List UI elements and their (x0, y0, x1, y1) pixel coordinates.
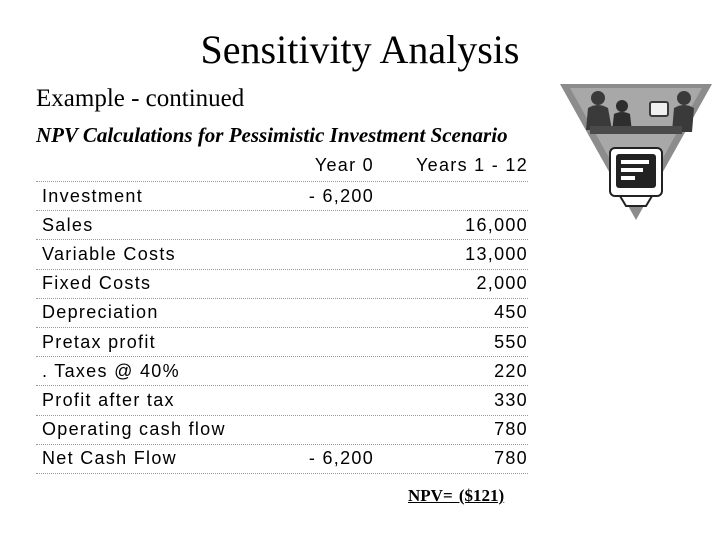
header-years: Years 1 - 12 (416, 155, 528, 175)
row-years: 13,000 (465, 243, 528, 264)
row-label: Profit after tax (42, 389, 175, 410)
header-year0: Year 0 (314, 155, 374, 175)
table-row (36, 357, 528, 386)
row-years: 450 (494, 302, 528, 323)
row-years: 220 (494, 360, 528, 381)
row-label: . Taxes @ 40% (42, 360, 180, 381)
row-years: 330 (494, 389, 528, 410)
table-row (36, 386, 528, 415)
row-label: Pretax profit (42, 331, 156, 352)
row-label: Operating cash flow (42, 419, 226, 440)
table-row (36, 240, 528, 269)
npv-result: NPV= ($121) (408, 486, 505, 505)
people-at-computer-logo-icon (560, 82, 712, 222)
slide-subtitle: Example - continued (36, 85, 245, 112)
table-header-row (36, 150, 528, 182)
slide-title: Sensitivity Analysis (200, 27, 520, 72)
scenario-heading: NPV Calculations for Pessimistic Investment Scenario (36, 123, 508, 147)
npv-table (36, 150, 528, 474)
table-row (36, 445, 528, 474)
row-years: 780 (494, 448, 528, 469)
table-row (36, 328, 528, 357)
row-years: 16,000 (465, 214, 528, 235)
row-label: Depreciation (42, 302, 159, 323)
table-row (36, 299, 528, 328)
table-row (36, 416, 528, 445)
row-label: Sales (42, 214, 94, 235)
table-row (36, 211, 528, 240)
row-year0: - 6,200 (308, 185, 374, 206)
row-years: 2,000 (476, 273, 528, 294)
row-year0: - 6,200 (308, 448, 374, 469)
row-label: Variable Costs (42, 243, 176, 264)
row-years: 550 (494, 331, 528, 352)
row-label: Investment (42, 185, 144, 206)
row-years: 780 (494, 419, 528, 440)
row-label: Fixed Costs (42, 273, 152, 294)
row-label: Net Cash Flow (42, 448, 177, 469)
table-row (36, 182, 528, 211)
table-row (36, 270, 528, 299)
